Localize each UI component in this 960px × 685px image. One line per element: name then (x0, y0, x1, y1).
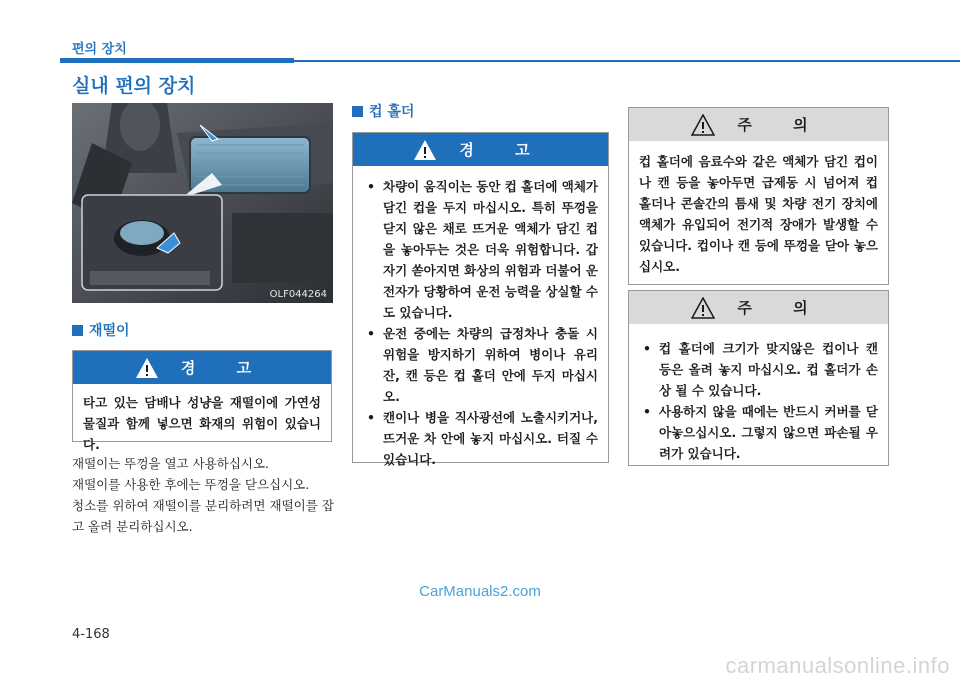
warning-bullet-item (365, 407, 598, 470)
section-label: 편의 장치 (72, 42, 127, 57)
bullet-dot-icon: • (367, 179, 375, 194)
ashtray-warning-text: 타고 있는 담배나 성냥을 재떨이에 가연성 물질과 함께 넣으면 화재의 위험이 있습니다. (83, 395, 321, 452)
cupholder-warning-title: 경 고 (459, 141, 548, 159)
ashtray-body-line: 재떨이를 사용한 후에는 뚜껑을 닫으십시오. (72, 477, 310, 492)
carmanuals-link[interactable]: CarManuals2.com (419, 583, 541, 600)
page-title: 실내 편의 장치 (72, 75, 196, 97)
caution-header-2 (629, 291, 888, 324)
ashtray-body-line: 청소를 위하여 재떨이를 분리하려면 재떨이를 잡고 올려 분리하십시오. (72, 498, 334, 534)
site-watermark: carmanualsonline.info (725, 653, 950, 678)
warning-bullet-item (365, 176, 598, 323)
caution-header-1 (629, 108, 888, 141)
warning-bullet-text: 캔이나 병을 직사광선에 노출시키거나, 뜨거운 차 안에 놓지 마십시오. 터질 수 있습니다. (383, 410, 598, 467)
header-rule-thick (60, 58, 294, 63)
ashtray-body-line: 재떨이는 뚜껑을 열고 사용하십시오. (72, 456, 270, 471)
warning-triangle-icon (135, 357, 159, 379)
caution-box-1 (628, 107, 889, 285)
header-rule-thin (294, 60, 960, 62)
ashtray-body (72, 453, 334, 537)
ashtray-warning-header (73, 351, 331, 384)
bullet-dot-icon: • (643, 404, 651, 419)
bullet-dot-icon: • (367, 410, 375, 425)
warning-bullet-text: 운전 중에는 차량의 급정차나 충돌 시 위험을 방지하기 위하여 병이나 유리잔, 캔 등은 컵 홀더 안에 두지 마십시오. (383, 326, 598, 404)
caution-title-1: 주 의 (737, 116, 826, 134)
console-illustration (72, 103, 333, 303)
caution-title-2: 주 의 (737, 299, 826, 317)
warning-bullet-item (365, 323, 598, 407)
caution-box-2 (628, 290, 889, 466)
cupholder-warning-box (352, 132, 609, 467)
square-bullet-icon (72, 325, 83, 336)
caution-bullet-text: 컵 홀더에 크기가 맞지않은 컵이나 캔 등은 올려 놓지 마십시오. 컵 홀더가 손상 될 수 있습니다. (659, 341, 878, 398)
caution-bullet-item (641, 338, 878, 401)
cupholder-heading (352, 101, 414, 121)
caution-bullet-text: 사용하지 않을 때에는 반드시 커버를 닫아놓으십시오. 그렇지 않으면 파손될 우려가 있습니다. (659, 404, 878, 461)
cupholder-heading-text: 컵 홀더 (369, 104, 415, 120)
warning-bullet-text: 차량이 움직이는 동안 컵 홀더에 액체가 담긴 컵을 두지 마십시오. 특히 뚜껑을 닫지 않은 채로 뜨거운 액체가 담긴 컵을 놓아두는 것은 더욱 위험합니다. 갑자기 쏟아지면 화상의 위험과 더불어 운전자가 당황하여 운전 능력을 상실할 수도 있습니다. (383, 179, 598, 320)
ashtray-warning-box (72, 350, 332, 452)
square-bullet-icon (352, 106, 363, 117)
bullet-dot-icon: • (643, 341, 651, 356)
cupholder-warning-header (353, 133, 608, 166)
ashtray-heading-text: 재떨이 (89, 323, 130, 339)
warning-triangle-icon (413, 139, 437, 161)
page-number: 4-168 (72, 627, 110, 642)
caution-text-1: 컵 홀더에 음료수와 같은 액체가 담긴 컵이나 캔 등을 놓아두면 급제동 시 넘어져 컵 홀더나 콘솔간의 틈새 및 차량 전기 장치에 액체가 유입되어 전기적 장애가 발생할 수 있습니다. 컵이나 캔 등에 뚜껑을 닫아 놓으십시오. (639, 154, 878, 274)
caution-triangle-icon (691, 114, 715, 136)
ashtray-warning-title: 경 고 (180, 359, 270, 377)
figure-code: OLF044264 (269, 289, 327, 300)
caution-triangle-icon (691, 297, 715, 319)
console-photo (72, 103, 333, 303)
caution-bullet-item (641, 401, 878, 464)
ashtray-heading (72, 320, 130, 340)
bullet-dot-icon: • (367, 326, 375, 341)
